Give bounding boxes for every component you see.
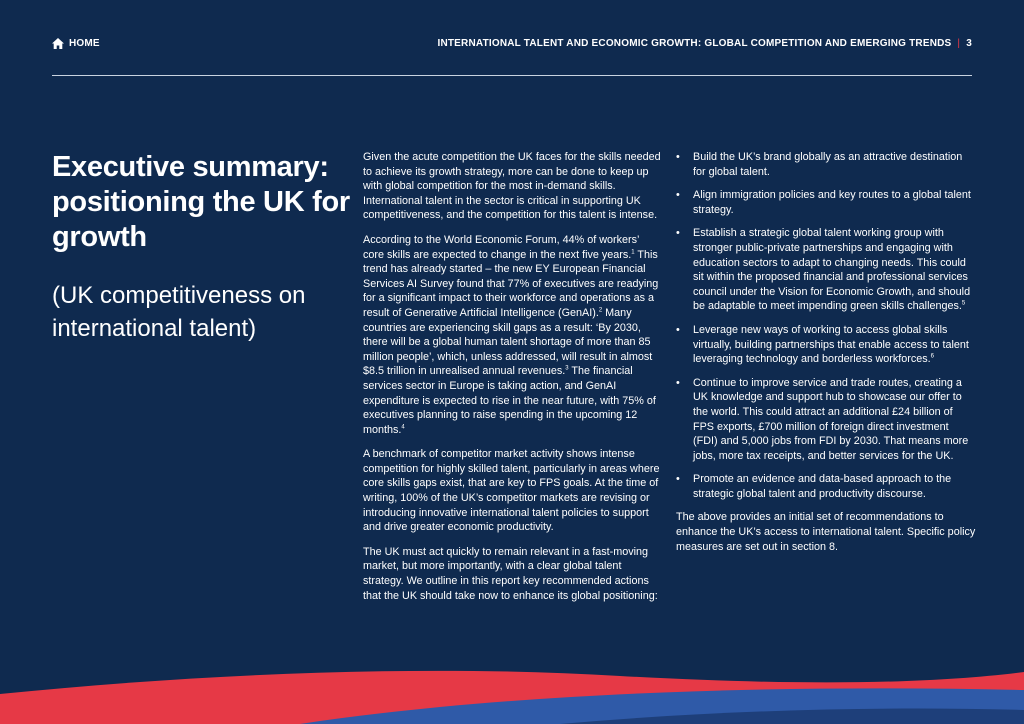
bullet-icon: • [676, 189, 680, 202]
footnote-6: 6 [930, 353, 935, 360]
footnote-3: 3 [565, 365, 569, 372]
body-column-1 [363, 150, 663, 613]
paragraph-wef-text-b: This trend has already started – the new EY European Financial Services AI Survey found that 77% of executives are readying for a significant impact to their workforce and operations as a result of Generative Artificial Intelligence (GenAI). [363, 248, 659, 319]
list-item [676, 150, 976, 179]
paragraph-act-quickly: The UK must act quickly to remain relevant in a fast-moving market, but more importantly, with a clear global talent strategy. We outline in this report key recommended actions that the UK should take now to enhance its global positioning: [363, 545, 658, 602]
home-link[interactable] [52, 38, 100, 49]
page-subtitle: (UK competitiveness on international talent) [52, 282, 306, 342]
footnote-2: 2 [598, 307, 603, 314]
footnote-1: 1 [631, 248, 635, 255]
paragraph-wef [363, 233, 663, 437]
bullet-icon: • [676, 151, 680, 163]
list-item-text: Promote an evidence and data-based approach to the strategic global talent and productivity discourse. [693, 473, 952, 500]
title-separator: | [957, 37, 961, 49]
list-item [676, 226, 976, 314]
document-title-text: INTERNATIONAL TALENT AND ECONOMIC GROWTH: GLOBAL COMPETITION AND EMERGING TRENDS [437, 37, 952, 49]
recommendations-list [676, 150, 976, 501]
document-title [437, 38, 972, 49]
list-item-text: Leverage new ways of working to access global skills virtually, building partnerships that enable access to talent leveraging technology and borderless workforces. [693, 323, 969, 366]
paragraph-closing: The above provides an initial set of recommendations to enhance the UK’s access to international talent. Specific policy measures are set out in section 8. [676, 511, 976, 553]
bullet-icon: • [676, 323, 680, 336]
bullet-icon: • [676, 473, 680, 486]
list-item [676, 376, 976, 464]
list-item [676, 323, 976, 367]
page-number: 3 [966, 37, 972, 49]
list-item-text: Align immigration policies and key routes to a global talent strategy. [693, 189, 971, 216]
bullet-icon: • [676, 376, 680, 389]
list-item [676, 472, 976, 501]
header-divider [52, 75, 972, 76]
bullet-icon: • [676, 227, 680, 240]
decorative-wave [0, 654, 1024, 724]
paragraph-benchmark: A benchmark of competitor market activity shows intense competition for highly skilled talent, particularly in areas where core skills gaps exist, that are key to FPS goals. At the time of writing, 100% of the UK’s competitor markets are revising or introducing innovative international talent policies to support and drive greater economic productivity. [363, 448, 660, 534]
paragraph-wef-text-c: Many countries are experiencing skill gaps as a result: ‘By 2030, there will be a global human talent shortage of more than 85 million people’, which, unless addressed, will result in almost $8.5 trillion in unrealised annual revenues. [363, 306, 653, 378]
list-item-text: Build the UK’s brand globally as an attractive destination for global talent. [693, 151, 963, 178]
page-header [52, 34, 972, 52]
paragraph-intro: Given the acute competition the UK faces for the skills needed to achieve its growth strategy, more can be done to keep up with global competition for the most in-demand skills. International talent in the sector is critical in supporting UK competitiveness, and the competition for this talent is intense. [363, 151, 661, 222]
body-column-2 [676, 150, 976, 564]
paragraph-wef-text-a: According to the World Economic Forum, 44% of workers’ core skills are expected to change in the next five years. [363, 233, 640, 261]
section-heading [52, 150, 352, 345]
home-label: HOME [69, 37, 100, 49]
footnote-5: 5 [961, 300, 966, 307]
home-icon [52, 38, 64, 49]
list-item-text: Establish a strategic global talent working group with stronger public-private partnerships and engaging with education sectors to adapt to changing needs. This could sit within the proposed financial and professional services council under the Vision for Economic Growth, and should be adaptable to meet impending green skills challenges. [693, 227, 971, 313]
list-item-text: Continue to improve service and trade routes, creating a UK knowledge and support hub to showcase our offer to the world. This could attract an additional £24 billion of FPS exports, £700 million of foreign direct investment (FDI) and 5,000 jobs from FDI by 2030. That means more jobs, more tax receipts, and better services for the UK. [693, 376, 969, 462]
page-title: Executive summary: positioning the UK for growth [52, 151, 350, 253]
footnote-4: 4 [401, 424, 405, 431]
list-item [676, 188, 976, 217]
paragraph-wef-text-d: The financial services sector in Europe is taking action, and GenAI expenditure is expected to rise in the near future, with 75% of executives planning to raise spending in the upcoming 12 months. [363, 365, 656, 436]
